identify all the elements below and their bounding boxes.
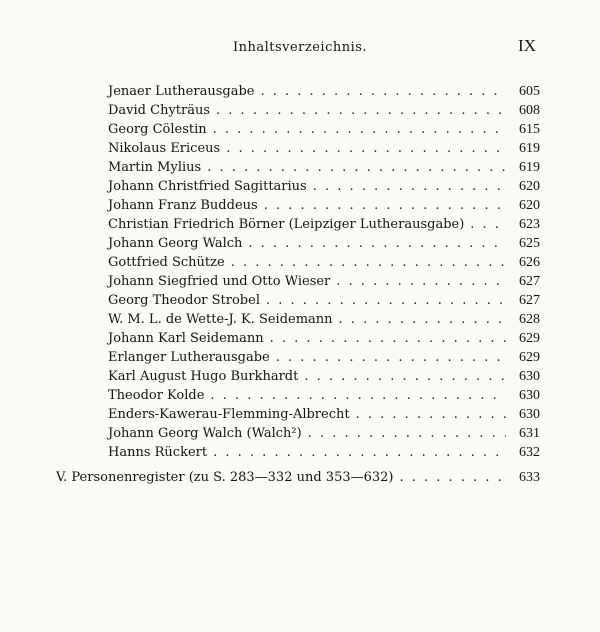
toc-entry-title: Theodor Kolde bbox=[108, 388, 205, 403]
toc-entry-title: David Chyträus bbox=[108, 103, 211, 118]
leader-dots bbox=[356, 407, 506, 422]
toc-entry-title: Martin Mylius bbox=[108, 160, 202, 175]
leader-dots bbox=[270, 331, 506, 346]
leader-dots bbox=[231, 255, 506, 270]
leader-dots bbox=[226, 141, 506, 156]
toc-entry bbox=[108, 426, 540, 445]
toc-entry-title: Johann Georg Walch bbox=[108, 236, 243, 251]
toc-entry bbox=[108, 312, 540, 331]
section-title: V. Personenregister (zu S. 283—332 und 353—632) bbox=[56, 470, 394, 485]
leader-dots bbox=[308, 426, 506, 441]
leader-dots bbox=[470, 217, 506, 232]
toc-entry-title: Johann Georg Walch (Walch²) bbox=[108, 426, 302, 441]
toc-entry-page: 632 bbox=[519, 445, 540, 460]
toc-entry-title: Gottfried Schütze bbox=[108, 255, 225, 270]
page-number: IX bbox=[518, 36, 536, 55]
toc-entry-page: 625 bbox=[519, 236, 540, 251]
toc-entry-title: Johann Karl Seidemann bbox=[108, 331, 264, 346]
toc-entry bbox=[108, 84, 540, 103]
toc-entry-page: 615 bbox=[519, 122, 540, 137]
toc-entry bbox=[108, 217, 540, 236]
toc-entry-page: 629 bbox=[519, 350, 540, 365]
toc-entry bbox=[108, 293, 540, 312]
toc-entry-title: Erlanger Lutherausgabe bbox=[108, 350, 270, 365]
toc-entry-page: 631 bbox=[519, 426, 540, 441]
leader-dots bbox=[216, 103, 506, 118]
toc-entry bbox=[108, 350, 540, 369]
toc-entry-title: Hanns Rückert bbox=[108, 445, 208, 460]
leader-dots bbox=[304, 369, 506, 384]
toc-entry-title: Johann Siegfried und Otto Wieser bbox=[108, 274, 331, 289]
toc-entry-title: Georg Cölestin bbox=[108, 122, 207, 137]
toc-entry bbox=[108, 388, 540, 407]
toc-entry-page: 630 bbox=[519, 388, 540, 403]
toc-entry-title: Karl August Hugo Burkhardt bbox=[108, 369, 299, 384]
toc-entry-page: 626 bbox=[519, 255, 540, 270]
toc-entry-title: W. M. L. de Wette-J. K. Seidemann bbox=[108, 312, 333, 327]
toc-entry-page: 630 bbox=[519, 407, 540, 422]
toc-entry bbox=[108, 407, 540, 426]
toc-entry-page: 623 bbox=[519, 217, 540, 232]
leader-dots bbox=[313, 179, 506, 194]
section-page: 633 bbox=[519, 470, 540, 485]
leader-dots bbox=[400, 470, 507, 485]
section-entry bbox=[56, 470, 540, 489]
leader-dots bbox=[336, 274, 506, 289]
toc-entry bbox=[108, 198, 540, 217]
leader-dots bbox=[207, 160, 506, 175]
toc-entry bbox=[108, 122, 540, 141]
leader-dots bbox=[266, 293, 506, 308]
toc-entry-page: 627 bbox=[519, 274, 540, 289]
toc-entry bbox=[108, 179, 540, 198]
leader-dots bbox=[276, 350, 506, 365]
leader-dots bbox=[213, 122, 506, 137]
toc-entry-title: Johann Franz Buddeus bbox=[108, 198, 258, 213]
leader-dots bbox=[264, 198, 506, 213]
toc-entry bbox=[108, 255, 540, 274]
leader-dots bbox=[248, 236, 506, 251]
header-title: Inhaltsverzeichnis. bbox=[232, 40, 368, 55]
toc-entry bbox=[108, 103, 540, 122]
leader-dots bbox=[210, 388, 506, 403]
toc-entry bbox=[108, 445, 540, 464]
toc-entry bbox=[108, 369, 540, 388]
toc-entry-title: Johann Christfried Sagittarius bbox=[108, 179, 307, 194]
toc-entry-page: 608 bbox=[519, 103, 540, 118]
toc-entry-title: Enders-Kawerau-Flemming-Albrecht bbox=[108, 407, 350, 422]
toc-entry bbox=[108, 160, 540, 179]
toc-entry-page: 629 bbox=[519, 331, 540, 346]
toc-entry bbox=[108, 236, 540, 255]
toc-entry-page: 605 bbox=[519, 84, 540, 99]
toc-entry-title: Christian Friedrich Börner (Leipziger Lutherausgabe) bbox=[108, 217, 465, 232]
toc-entry-page: 619 bbox=[519, 141, 540, 156]
toc-entry-title: Georg Theodor Strobel bbox=[108, 293, 260, 308]
toc-entry-page: 620 bbox=[519, 198, 540, 213]
toc-entry-page: 619 bbox=[519, 160, 540, 175]
toc-entry bbox=[108, 141, 540, 160]
toc-entry-title: Jenaer Lutherausgabe bbox=[108, 84, 255, 99]
toc-entry bbox=[108, 274, 540, 293]
leader-dots bbox=[260, 84, 506, 99]
leader-dots bbox=[339, 312, 506, 327]
toc-entry-page: 630 bbox=[519, 369, 540, 384]
toc-entry-title: Nikolaus Ericeus bbox=[108, 141, 221, 156]
toc-entry-page: 627 bbox=[519, 293, 540, 308]
toc-entry-page: 620 bbox=[519, 179, 540, 194]
leader-dots bbox=[213, 445, 506, 460]
toc-entry-page: 628 bbox=[519, 312, 540, 327]
toc-entry bbox=[108, 331, 540, 350]
